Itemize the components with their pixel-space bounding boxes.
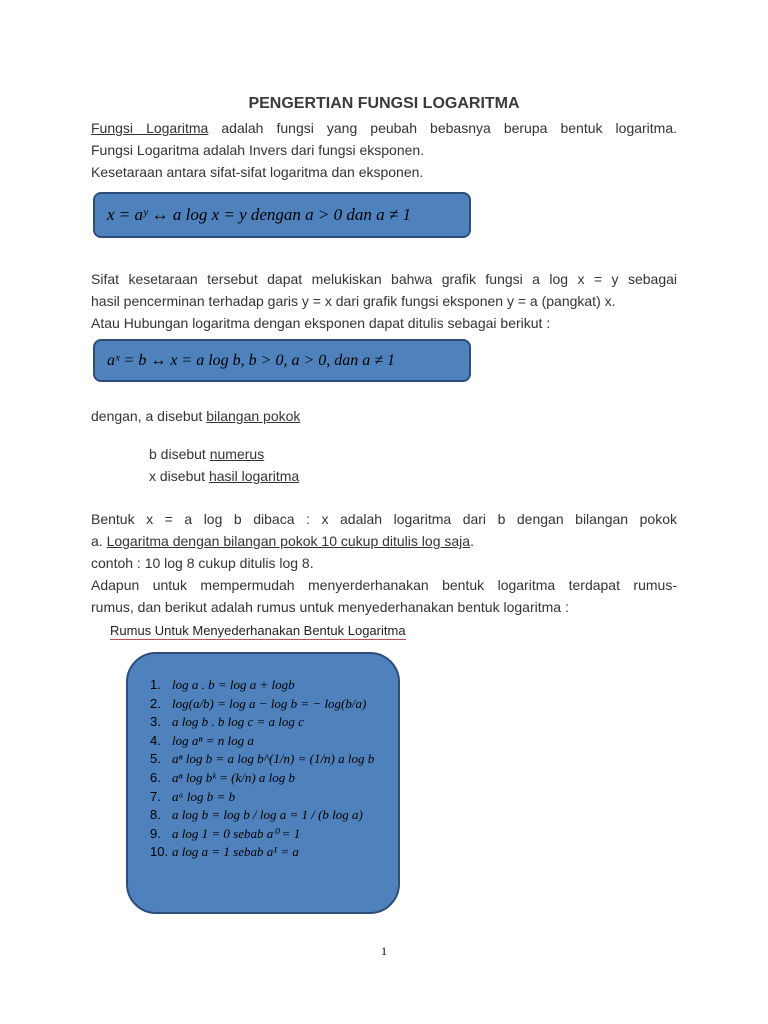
rumus-formula: log aⁿ = n log a [172, 732, 254, 748]
rumus-formula: aⁿ log b = a log b^(1/n) = (1/n) a log b [172, 751, 375, 767]
rumus-number: 2. [150, 695, 161, 711]
para2-line-2: hasil pencerminan terhadap garis y = x dari grafik fungsi eksponen y = a (pangkat) x. [91, 293, 616, 309]
rumus-list [150, 676, 398, 862]
rumus-formula: log a . b = log a + logb [172, 677, 295, 692]
rumus-item [150, 825, 398, 844]
rumus-number: 7. [150, 788, 161, 804]
intro-line-1 [91, 117, 677, 139]
rumus-item [150, 843, 398, 862]
rumus-item [150, 750, 398, 769]
rumus-item [150, 769, 398, 788]
definition-1-prefix: dengan, a disebut [91, 408, 203, 424]
formula-box-2 [93, 339, 471, 382]
rumus-number: 5. [150, 751, 161, 767]
rumus-number: 3. [150, 714, 161, 730]
fungsi-logaritma-link[interactable]: Fungsi Logaritma [91, 120, 209, 136]
page-number: 1 [381, 944, 387, 958]
rumus-item [150, 788, 398, 807]
rumus-formula: a log b . b log c = a log c [172, 714, 304, 730]
rumus-title: Rumus Untuk Menyederhanakan Bentuk Logaritma [110, 623, 406, 638]
definition-line-1 [91, 405, 677, 427]
rumus-formula: aᵃ log b = b [172, 788, 236, 804]
definition-3-prefix: x disebut [149, 468, 206, 484]
formula-2-text: aˣ = b ↔ x = a log b, b > 0, a > 0, dan a ≠ 1 [107, 351, 396, 369]
para3-line-1: Bentuk x = a log b dibaca : x adalah logaritma dari b dengan bilangan pokok [91, 511, 677, 527]
intro-line-2: Fungsi Logaritma adalah Invers dari fungsi eksponen. [91, 142, 425, 158]
formula-1-text: x = aʸ ↔ a log x = y dengan a > 0 dan a ≠ 1 [107, 205, 411, 224]
rumus-formula: log(a/b) = log a − log b = − log(b/a) [172, 695, 367, 711]
definition-line-3 [149, 465, 735, 487]
para3-line-5: rumus, dan berikut adalah rumus untuk menyederhanakan bentuk logaritma : [91, 599, 569, 615]
para3-line-2-suffix: . [470, 533, 474, 549]
intro-line-1-text: adalah fungsi yang peubah bebasnya berupa bentuk logaritma. [221, 120, 678, 136]
rumus-number: 6. [150, 769, 161, 785]
rumus-formula: a log b = log b / log a = 1 / (b log a) [172, 807, 363, 823]
para3-line-2-prefix: a. [91, 533, 103, 549]
definition-2-prefix: b disebut [149, 446, 206, 462]
rumus-formula: a log a = 1 sebab a¹ = a [172, 844, 299, 860]
rumus-item [150, 676, 398, 695]
definition-line-2 [149, 443, 735, 465]
formula-box-1 [93, 192, 471, 238]
bilangan-pokok-link[interactable]: bilangan pokok [206, 408, 301, 424]
rumus-number: 9. [150, 825, 161, 841]
rumus-item [150, 713, 398, 732]
rumus-number: 4. [150, 732, 161, 748]
para3-line-4: Adapun untuk mempermudah menyerderhanakan bentuk logaritma terdapat rumus- [91, 577, 677, 593]
rumus-item [150, 695, 398, 714]
para3-line-3: contoh : 10 log 8 cukup ditulis log 8. [91, 555, 314, 571]
rumus-box [126, 652, 400, 914]
intro-line-3: Kesetaraan antara sifat-sifat logaritma dan eksponen. [91, 164, 424, 180]
rumus-number: 10. [150, 844, 169, 860]
para2-line-3: Atau Hubungan logaritma dengan eksponen dapat ditulis sebagai berikut : [91, 315, 551, 331]
rumus-number: 8. [150, 807, 161, 823]
rumus-number: 1. [150, 677, 161, 692]
rumus-item [150, 732, 398, 751]
para2-line-1: Sifat kesetaraan tersebut dapat melukiskan bahwa grafik fungsi a log x = y sebagai [91, 271, 677, 287]
page-title: PENGERTIAN FUNGSI LOGARITMA [248, 95, 520, 112]
rumus-formula: a log 1 = 0 sebab a⁰ = 1 [172, 825, 301, 841]
rumus-formula: aⁿ log bᵏ = (k/n) a log b [172, 769, 296, 785]
para3-line-2 [91, 530, 677, 552]
hasil-logaritma-link[interactable]: hasil logaritma [208, 468, 300, 484]
rumus-item [150, 806, 398, 825]
numerus-link[interactable]: numerus [209, 446, 265, 462]
logaritma-basis-10-link[interactable]: Logaritma dengan bilangan pokok 10 cukup ditulis log saja [106, 533, 471, 549]
